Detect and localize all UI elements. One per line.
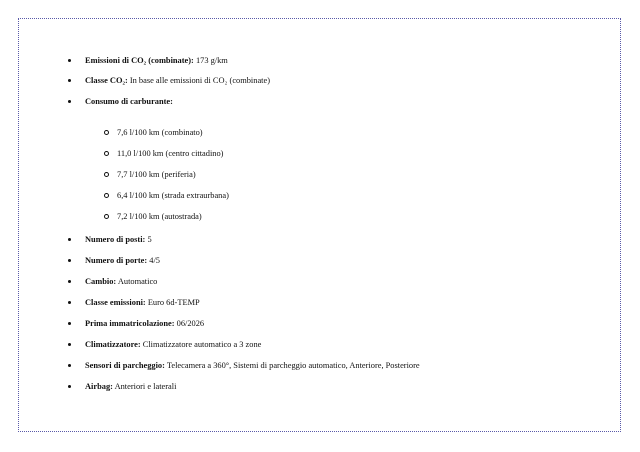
spec-label: Climatizzatore: [85,340,141,349]
bullet-icon [68,343,71,346]
spec-value: 173 g/km [195,56,228,65]
spec-gearbox-text [85,277,157,287]
bullet-icon [68,280,71,283]
spec-label: Classe CO₂: [85,76,128,85]
bullet-icon [68,385,71,388]
bullet-icon [68,59,71,62]
spec-label: Numero di posti: [85,235,146,244]
spec-label: Emissioni di CO₂ (combinate): [85,56,194,65]
spec-label: Sensori di parcheggio: [85,361,165,370]
fuel-value-text: 7,7 l/100 km (periferia) [117,170,196,179]
bullet-icon [68,301,71,304]
fuel-value-text: 11,0 l/100 km (centro cittadino) [117,149,224,158]
document-page [18,18,621,432]
circle-bullet-icon [104,172,109,177]
spec-value: 5 [147,235,152,244]
spec-value: 06/2026 [176,319,205,328]
spec-label: Airbag: [85,382,113,391]
spec-climate-text [85,340,261,350]
spec-fuel-consumption-text [85,97,173,107]
fuel-value-text: 7,2 l/100 km (autostrada) [117,212,202,221]
circle-bullet-icon [104,151,109,156]
bullet-icon [68,322,71,325]
spec-parking-sensors-text [85,361,420,371]
spec-emission-class-text [85,298,200,308]
spec-airbag-text [85,382,176,392]
bullet-icon [68,364,71,367]
spec-label: Classe emissioni: [85,298,146,307]
bullet-icon [68,100,71,103]
spec-first-registration-text [85,319,204,329]
spec-value: Climatizzatore automatico a 3 zone [142,340,262,349]
bullet-icon [68,259,71,262]
spec-value: 4/5 [149,256,160,265]
spec-value: Anteriori e laterali [114,382,177,391]
spec-value: Euro 6d-TEMP [147,298,200,307]
spec-label: Cambio: [85,277,117,286]
spec-value: Automatico [117,277,158,286]
spec-value: In base alle emissioni di CO₂ (combinate) [129,76,271,85]
circle-bullet-icon [104,130,109,135]
bullet-icon [68,238,71,241]
circle-bullet-icon [104,214,109,219]
spec-co2-class-text [85,76,270,86]
spec-label: Consumo di carburante: [85,97,173,106]
spec-seats-text [85,235,152,245]
spec-value: Telecamera a 360°, Sistemi di parcheggio automatico, Anteriore, Posteriore [166,361,420,370]
bullet-icon [68,79,71,82]
spec-doors-text [85,256,160,266]
fuel-value-text: 6,4 l/100 km (strada extraurbana) [117,191,229,200]
spec-label: Numero di porte: [85,256,148,265]
spec-label: Prima immatricolazione: [85,319,175,328]
circle-bullet-icon [104,193,109,198]
fuel-value-text: 7,6 l/100 km (combinato) [117,128,203,137]
spec-co2-emissions-text [85,56,228,66]
